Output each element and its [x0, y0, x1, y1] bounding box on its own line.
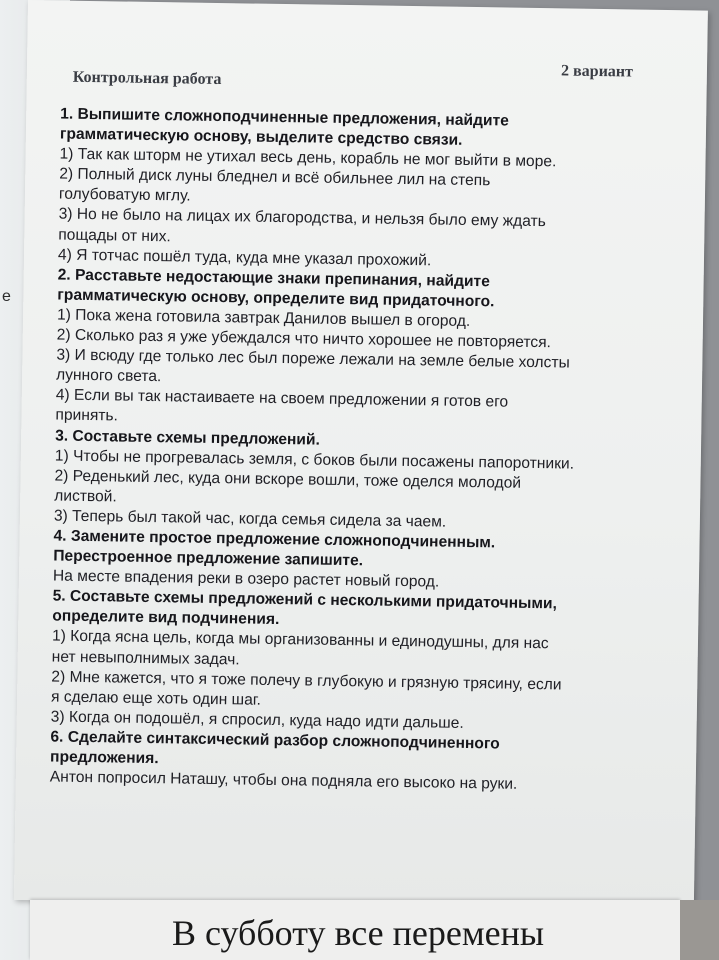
- sentence-line: листвой.: [54, 487, 117, 506]
- book-page-below: [30, 900, 680, 960]
- sentence-line: 2) Реденький лес, куда они вскоре вошли, тоже оделся молодой: [54, 467, 522, 492]
- sentence-line: 4) Я тотчас пошёл туда, куда мне указал прохожий.: [57, 246, 432, 270]
- sentence-line: 3) Но не было на лицах их благородства, и нельзя было ему ждать: [58, 205, 546, 231]
- sentence-line: 3) Теперь был такой час, когда семья сидела за чаем.: [53, 507, 447, 531]
- task-heading-line: 3. Составьте схемы предложений.: [55, 426, 320, 449]
- task-list: [50, 105, 666, 798]
- worksheet-page: [14, 0, 708, 911]
- worksheet-title: Контрольная работа: [72, 68, 222, 89]
- sentence-line: 2) Полный диск луны бледнел и всё обильнее лил на степь: [59, 165, 491, 190]
- worksheet-header: [73, 55, 633, 88]
- desk-edge: [680, 900, 719, 960]
- sentence-line: 1) Когда ясна цель, когда мы организованны и единодушны, для нас: [51, 627, 549, 653]
- sentence-line: 2) Сколько раз я уже убеждался что ничто хорошее не повторяется.: [56, 326, 552, 352]
- variant-label: 2 вариант: [560, 62, 634, 81]
- sentence-line: нет невыполнимых задач.: [51, 647, 240, 668]
- sentence-line: На месте впадения реки в озеро растет новый город.: [52, 567, 440, 591]
- sentence-line: 1) Так как шторм не утихал весь день, корабль не мог выйти в море.: [59, 145, 557, 171]
- task-heading-line: 6. Сделайте синтаксический разбор сложноподчиненного: [50, 728, 500, 753]
- sentence-line: голубоватую мглу.: [58, 185, 191, 205]
- sentence-line: я сделаю еще хоть один шаг.: [50, 688, 262, 709]
- sentence-line: принять.: [55, 406, 119, 425]
- task-heading-line: 1. Выпишите сложноподчиненные предложения, найдите: [60, 105, 509, 130]
- book-heading: В субботу все перемены: [172, 913, 545, 953]
- task-heading-line: определите вид подчинения.: [52, 607, 280, 629]
- task-heading-line: 2. Расставьте недостающие знаки препинания, найдите: [57, 266, 490, 291]
- sentence-line: лунного света.: [55, 366, 162, 386]
- sentence-line: 3) Когда он подошёл, я спросил, куда надо идти дальше.: [50, 708, 464, 732]
- sentence-line: Антон попросил Наташу, чтобы она подняла его высоко на руки.: [49, 768, 518, 793]
- task-heading-line: грамматическую основу, выделите средство связи.: [59, 125, 463, 149]
- sentence-line: 2) Мне кажется, что я тоже полечу в глубокую и грязную трясину, если: [51, 668, 562, 694]
- sentence-line: пощады от них.: [58, 226, 171, 245]
- sentence-line: 1) Чтобы не прогревалась земля, с боков были посажены папоротники.: [54, 447, 575, 473]
- sentence-line: 1) Пока жена готовила завтрак Данилов вышел в огород.: [56, 306, 471, 330]
- task-heading-line: предложения.: [49, 748, 159, 768]
- task-heading-line: Перестроенное предложение запишите.: [53, 547, 364, 570]
- task-heading-line: 5. Составьте схемы предложений с несколькими придаточными,: [52, 587, 557, 613]
- edge-character: е: [2, 288, 11, 305]
- sentence-line: 3) И всюду где только лес был пореже лежали на земле белые холсты: [56, 346, 570, 372]
- sentence-line: 4) Если вы так настаиваете на своем предложении я готов его: [55, 386, 509, 411]
- task-heading-line: грамматическую основу, определите вид придаточного.: [57, 286, 495, 311]
- task-heading-line: 4. Замените простое предложение сложноподчиненным.: [53, 527, 496, 552]
